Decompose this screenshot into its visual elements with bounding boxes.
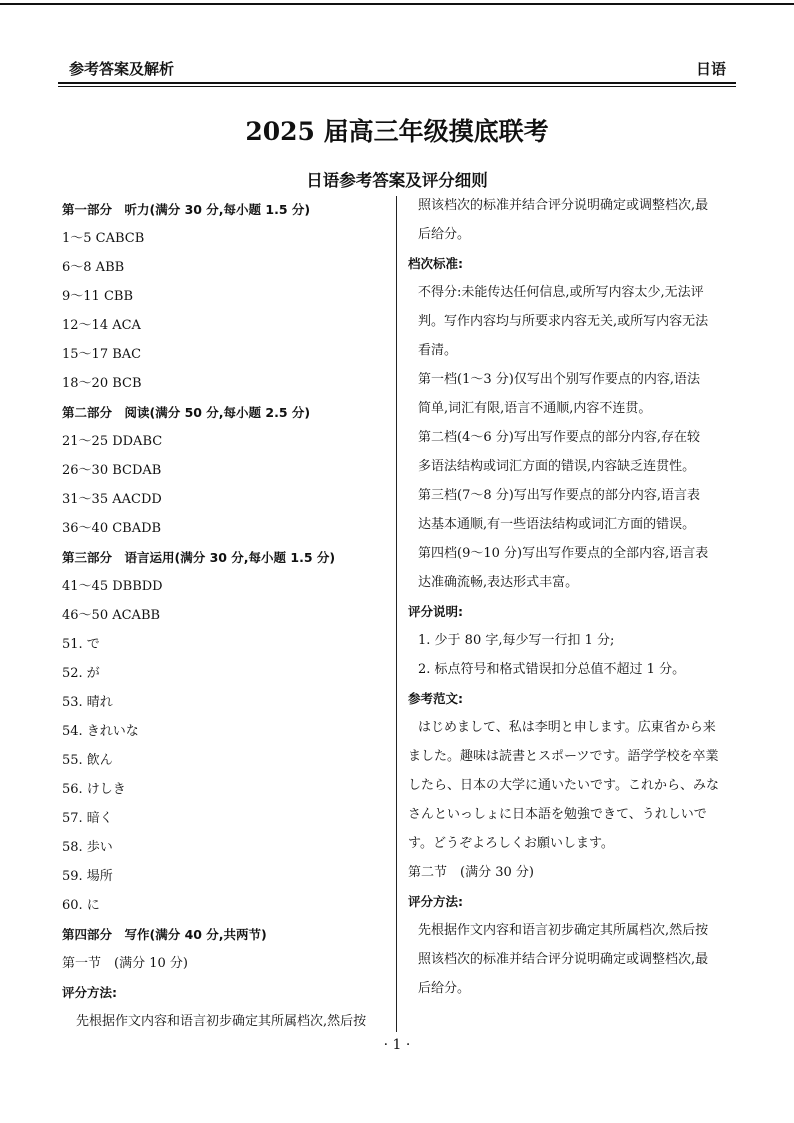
page-subtitle: 日语参考答案及评分细则 [306,171,488,190]
header-section-label: 参考答案及解析 [69,60,175,78]
left-column [62,200,388,1041]
header-rule [58,82,736,84]
left-column-line: 6～8 ABB [62,260,125,275]
right-column-line: 照该档次的标准并结合评分说明确定或调整档次,最 [418,198,709,213]
left-column-line: 56. けしき [62,782,126,797]
left-column-line: 51. で [62,637,100,652]
right-column-line: 第三档(7～8 分)写出写作要点的部分内容,语言表 [418,488,700,503]
right-column-line: 后给分。 [418,981,471,996]
right-column-line: 第二档(4～6 分)写出写作要点的部分内容,存在较 [418,430,700,445]
left-column-line: 15～17 BAC [62,347,142,362]
left-column-line: 第三部分 语言运用(满分 30 分,每小题 1.5 分) [62,550,336,565]
right-column [408,196,738,1008]
left-column-line: 57. 暗く [62,811,113,826]
right-column-line: 达准确流畅,表达形式丰富。 [418,575,579,590]
left-column-line: 36～40 CBADB [62,521,162,536]
right-column-line: ました。趣味は読書とスポーツです。語学学校を卒業 [408,749,719,764]
right-column-line: 后给分。 [418,227,471,242]
right-column-line: 先根据作文内容和语言初步确定其所属档次,然后按 [418,923,709,938]
left-column-line: 18～20 BCB [62,376,142,391]
left-column-line: 1～5 CABCB [62,231,145,246]
right-column-line: 2. 标点符号和格式错误扣分总值不超过 1 分。 [418,662,686,677]
right-column-line: 照该档次的标准并结合评分说明确定或调整档次,最 [418,952,709,967]
left-column-line: 53. 晴れ [62,695,113,710]
right-column-line: 判。写作内容均与所要求内容无关,或所写内容无法 [418,314,709,329]
left-column-line: 41～45 DBBDD [62,579,163,594]
right-column-line: 看清。 [418,343,458,358]
right-column-line: 评分说明: [408,604,463,619]
header-subject-label: 日语 [695,60,726,78]
left-column-line: 评分方法: [62,985,117,1000]
right-column-line: 1. 少于 80 字,每少写一行扣 1 分; [418,633,615,648]
left-column-line: 31～35 AACDD [62,492,162,507]
left-column-line: 第一部分 听力(满分 30 分,每小题 1.5 分) [62,202,311,217]
top-border [0,3,794,5]
page-title: 2025 届高三年级摸底联考 [245,117,549,146]
left-column-line: 9～11 CBB [62,289,133,304]
column-divider [396,196,397,1032]
left-column-line: 46～50 ACABB [62,608,161,623]
left-column-line: 58. 歩い [62,840,113,855]
right-column-line: す。どうぞよろしくお願いします。 [408,836,614,851]
right-column-line: したら、日本の大学に通いたいです。これから、みな [408,778,719,793]
left-column-line: 55. 飲ん [62,753,113,768]
left-column-line: 第一节 (满分 10 分) [62,956,188,971]
left-column-line: 26～30 BCDAB [62,463,162,478]
right-column-line: 达基本通顺,有一些语法结构或词汇方面的错误。 [418,517,696,532]
right-column-line: はじめまして、私は李明と申します。広東省から来 [418,720,716,735]
left-column-line: 54. きれいな [62,724,139,739]
left-column-line: 21～25 DDABC [62,434,163,449]
left-column-line: 先根据作文内容和语言初步确定其所属档次,然后按 [76,1014,367,1029]
right-column-line: 参考范文: [408,691,463,706]
right-column-line: 第二节 (满分 30 分) [408,865,534,880]
left-column-line: 第二部分 阅读(满分 50 分,每小题 2.5 分) [62,405,311,420]
left-column-line: 12～14 ACA [62,318,141,333]
left-column-line: 第四部分 写作(满分 40 分,共两节) [62,927,267,942]
right-column-line: 多语法结构或词汇方面的错误,内容缺乏连贯性。 [418,459,696,474]
right-column-line: 第四档(9～10 分)写出写作要点的全部内容,语言表 [418,546,709,561]
left-column-line: 59. 場所 [62,869,113,884]
right-column-line: 简单,词汇有限,语言不通顺,内容不连贯。 [418,401,652,416]
page-number: · 1 · [383,1037,411,1053]
right-column-line: 不得分:未能传达任何信息,或所写内容太少,无法评 [418,285,704,300]
right-column-line: 评分方法: [408,894,463,909]
right-column-line: 第一档(1～3 分)仅写出个别写作要点的内容,语法 [418,372,700,387]
header-rule-thin [58,86,736,87]
right-column-line: さんといっしょに日本語を勉強できて、うれしいで [408,807,707,822]
right-column-line: 档次标准: [408,256,463,271]
left-column-line: 60. に [62,898,100,913]
left-column-line: 52. が [62,666,100,681]
